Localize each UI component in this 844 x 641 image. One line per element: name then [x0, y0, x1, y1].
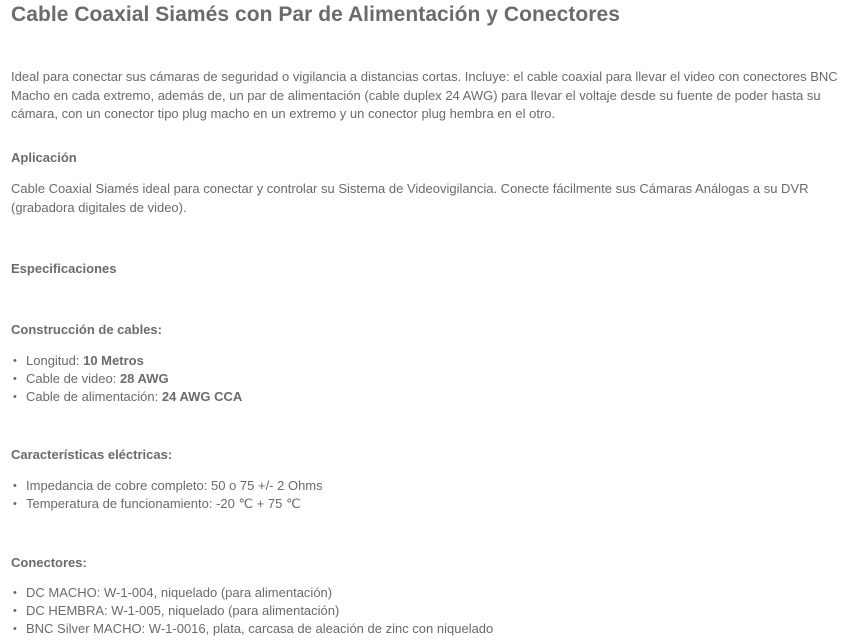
construccion-heading: Construcción de cables: [11, 322, 162, 337]
list-item-cable-video [11, 370, 242, 388]
bullet-icon: • [13, 498, 17, 510]
page-title: Cable Coaxial Siamés con Par de Alimentación y Conectores [11, 3, 620, 26]
item-text: DC MACHO: W-1-004, niquelado (para alimentación) [26, 585, 333, 600]
list-item-longitud [11, 352, 242, 370]
conectores-heading: Conectores: [11, 555, 87, 570]
list-item-temperatura [11, 495, 323, 513]
item-text: BNC Silver MACHO: W-1-0016, plata, carcasa de aleación de zinc con niquelado [26, 621, 494, 636]
conectores-list [11, 584, 493, 638]
intro-paragraph: Ideal para conectar sus cámaras de seguridad o vigilancia a distancias cortas. Incluye: el cable coaxial para llevar el video con conectores BNC Macho en cada extremo, además de, un par de alimentación (cable duplex 24 AWG) para llevar el voltaje desde su fuente de poder hasta su cámara, con un conector tipo plug macho en un extremo y un conector plug hembra en el otro. [11, 69, 838, 121]
aplicacion-paragraph: Cable Coaxial Siamés ideal para conectar y controlar su Sistema de Videovigilancia. Conecte fácilmente sus Cámaras Análogas a su DVR (grabadora digitales de video). [11, 181, 809, 215]
aplicacion-heading: Aplicación [11, 150, 77, 165]
item-value: 24 AWG CCA [161, 389, 243, 404]
bullet-icon: • [13, 391, 17, 403]
especificaciones-heading: Especificaciones [11, 261, 117, 276]
electricas-heading: Características eléctricas: [11, 447, 173, 462]
item-text: Temperatura de funcionamiento: -20 ℃ + 75 ℃ [26, 496, 301, 511]
item-text: Impedancia de cobre completo: 50 o 75 +/- 2 Ohms [26, 478, 323, 493]
bullet-icon: • [13, 355, 17, 367]
list-item-impedancia [11, 477, 323, 495]
list-item-bnc-macho [11, 620, 493, 638]
bullet-icon: • [13, 605, 17, 617]
bullet-icon: • [13, 587, 17, 599]
list-item-dc-macho [11, 584, 493, 602]
item-label: Cable de video: [26, 371, 120, 386]
electricas-list [11, 477, 323, 513]
list-item-cable-alimentacion [11, 388, 242, 406]
bullet-icon: • [13, 623, 17, 635]
item-label: Cable de alimentación: [26, 389, 162, 404]
item-label: Longitud: [26, 353, 84, 368]
item-text: DC HEMBRA: W-1-005, niquelado (para alimentación) [26, 603, 340, 618]
list-item-dc-hembra [11, 602, 493, 620]
bullet-icon: • [13, 480, 17, 492]
item-value: 28 AWG [119, 371, 169, 386]
construccion-list [11, 352, 242, 406]
bullet-icon: • [13, 373, 17, 385]
item-value: 10 Metros [83, 353, 144, 368]
